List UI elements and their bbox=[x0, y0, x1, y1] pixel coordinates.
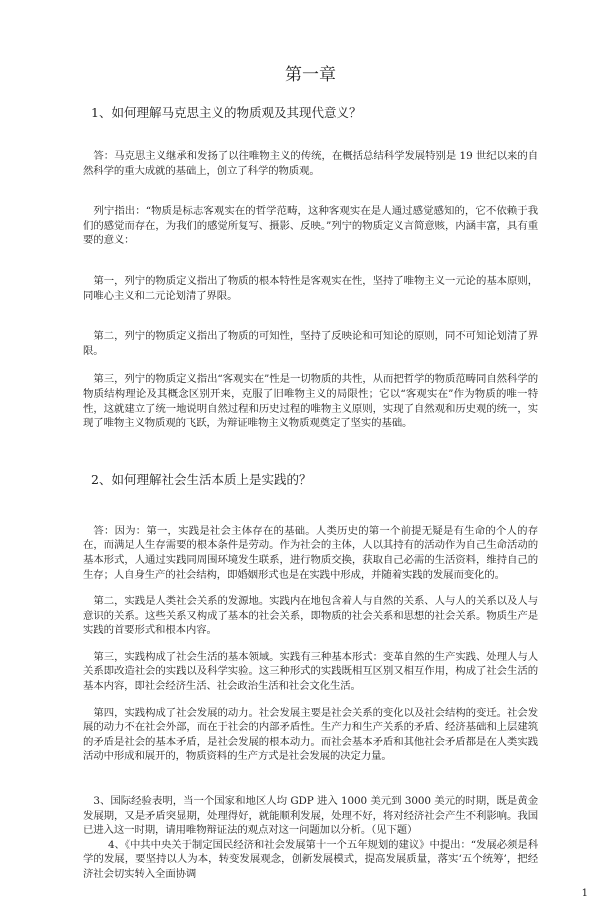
answer-paragraph: 第二，列宁的物质定义指出了物质的可知性，坚持了反映论和可知论的原则，同不可知论划清了界限。 bbox=[83, 330, 538, 357]
question-1: 1、如何理解马克思主义的物质观及其现代意义？ bbox=[91, 105, 362, 120]
answer-paragraph: 答：因为：第一，实践是社会主体存在的基础。人类历史的第一个前提无疑是有生命的个人的存在，而满足人生存需要的根本条件是劳动。作为社会的主体，人以其持有的活动作为自己生命活动的基本形式，人通过实践同周围环境发生联系，进行物质交换，获取自己必需的生活资料，维持自己的生存；人自身生产的社会结构，即婚姻形式也是在实践中形成，并随着实践的发展而变化的。 bbox=[83, 524, 538, 581]
answer-paragraph: 答：马克思主义继承和发扬了以往唯物主义的传统，在概括总结科学发展特别是 19 世纪以来的自然科学的重大成就的基础上，创立了科学的物质观。 bbox=[83, 150, 538, 177]
answer-paragraph: 第三，列宁的物质定义指出“客观实在”性是一切物质的共性，从而把哲学的物质范畴同自然科学的物质结构理论及其概念区别开来，克服了旧唯物主义的局限性；它以“客观实在”作为物质的唯一特性，这就建立了统一地说明自然过程和历史过程的唯物主义原则，实现了自然观和历史观的统一，实现了唯物主义物质观的飞跃，为辩证唯物主义物质观奠定了坚实的基础。 bbox=[83, 373, 538, 430]
question-4: 4、《中共中央关于制定国民经济和社会发展第十一个五年规划的建议》中提出：“发展必须是科学的发展，要坚持以人为本，转变发展观念，创新发展模式，提高发展质量，落实‘五个统筹’，把经济社会切实转入全面协调 bbox=[83, 838, 538, 880]
answer-paragraph: 第一，列宁的物质定义指出了物质的根本特性是客观实在性，坚持了唯物主义一元论的基本原则，同唯心主义和二元论划清了界限。 bbox=[83, 274, 538, 302]
answer-paragraph: 第二，实践是人类社会关系的发源地。实践内在地包含着人与自然的关系、人与人的关系以及人与意识的关系。这些关系又构成了基本的社会关系，即物质的社会关系和思想的社会关系。物质生产是实践的首要形式和根本内容。 bbox=[83, 595, 538, 637]
document-page bbox=[83, 0, 538, 922]
answer-paragraph: 第三，实践构成了社会生活的基本领域。实践有三种基本形式：变革自然的生产实践、处理人与人关系即改造社会的实践以及科学实验。这三种形式的实践既相互区别又相互作用，构成了社会生活的基本内容，即社会经济生活、社会政治生活和社会文化生活。 bbox=[83, 650, 538, 693]
chapter-title: 第一章 bbox=[285, 65, 336, 85]
question-2: 2、如何理解社会生活本质上是实践的？ bbox=[91, 471, 312, 487]
question-3: 3、国际经验表明，当一个国家和地区人均 GDP 进入 1000 美元到 3000 美元的时期，既是黄金发展期，又是矛盾突显期，处理得好，就能顺利发展，处理不好，将对经济社会产生不利影响。我国已进入这一时期，请用唯物辩证法的观点对这一问题加以分析。（见下题） bbox=[83, 795, 538, 837]
answer-paragraph: 第四，实践构成了社会发展的动力。社会发展主要是社会关系的变化以及社会结构的变迁。社会发展的动力不在社会外部，而在于社会的内部矛盾性。生产力和生产关系的矛盾、经济基础和上层建筑的矛盾是社会的基本矛盾，是社会发展的根本动力。而社会基本矛盾和其他社会矛盾都是在人类实践活动中形成和展开的，物质资料的生产方式是社会发展的决定力量。 bbox=[83, 706, 538, 763]
answer-paragraph: 列宁指出：“物质是标志客观实在的哲学范畴，这种客观实在是人通过感觉感知的，它不依赖于我们的感觉而存在，为我们的感觉所复写、摄影、反映。”列宁的物质定义言简意赅，内涵丰富，具有重要的意义： bbox=[83, 205, 538, 247]
page-number: 1 bbox=[581, 888, 588, 899]
